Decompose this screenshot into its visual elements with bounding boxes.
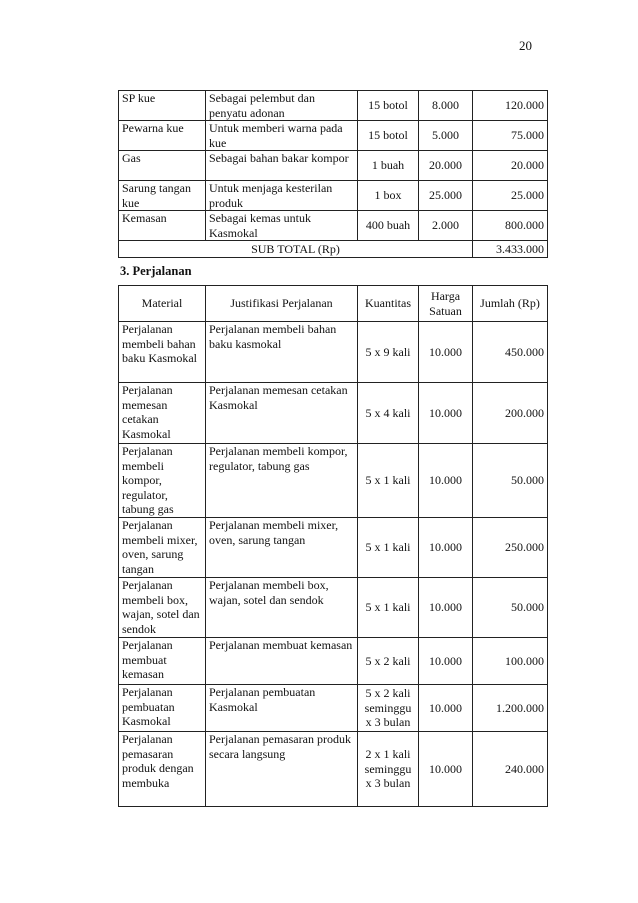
justifikasi-cell: Perjalanan pembuatan Kasmokal xyxy=(206,685,358,732)
kuantitas-cell: 5 x 2 kali xyxy=(358,638,419,685)
justifikasi-cell: Sebagai pelembut dan penyatu adonan xyxy=(206,91,358,121)
kuantitas-cell: 5 x 1 kali xyxy=(358,578,419,638)
justifikasi-cell: Untuk memberi warna pada kue xyxy=(206,121,358,151)
jumlah-cell: 100.000 xyxy=(473,638,548,685)
harga-cell: 10.000 xyxy=(419,322,473,383)
justifikasi-cell: Untuk menjaga kesterilan produk xyxy=(206,181,358,211)
harga-cell: 5.000 xyxy=(419,121,473,151)
kuantitas-cell: 15 botol xyxy=(358,121,419,151)
header-row xyxy=(119,286,548,322)
harga-cell: 10.000 xyxy=(419,685,473,732)
bahan-table xyxy=(118,90,548,258)
harga-cell: 10.000 xyxy=(419,638,473,685)
material-cell: Perjalanan membeli kompor, regulator, tabung gas xyxy=(119,444,206,518)
jumlah-cell: 20.000 xyxy=(473,151,548,181)
jumlah-cell: 75.000 xyxy=(473,121,548,151)
jumlah-cell: 240.000 xyxy=(473,732,548,807)
section-heading: 3. Perjalanan xyxy=(120,264,192,278)
justifikasi-cell: Perjalanan pemasaran produk secara langsung xyxy=(206,732,358,807)
table-row xyxy=(119,578,548,638)
table-row xyxy=(119,181,548,211)
harga-cell: 8.000 xyxy=(419,91,473,121)
kuantitas-cell: 5 x 1 kali xyxy=(358,444,419,518)
material-cell: Perjalanan memesan cetakan Kasmokal xyxy=(119,383,206,444)
jumlah-cell: 200.000 xyxy=(473,383,548,444)
kuantitas-cell: 400 buah xyxy=(358,211,419,241)
header-harga: Harga Satuan xyxy=(419,286,473,322)
justifikasi-cell: Perjalanan membeli mixer, oven, sarung tangan xyxy=(206,518,358,578)
table-row xyxy=(119,121,548,151)
kuantitas-cell: 5 x 1 kali xyxy=(358,518,419,578)
justifikasi-cell: Perjalanan membeli box, wajan, sotel dan sendok xyxy=(206,578,358,638)
table-row xyxy=(119,685,548,732)
jumlah-cell: 50.000 xyxy=(473,578,548,638)
kuantitas-cell: 5 x 2 kali seminggu x 3 bulan xyxy=(358,685,419,732)
harga-cell: 10.000 xyxy=(419,444,473,518)
kuantitas-cell: 15 botol xyxy=(358,91,419,121)
material-cell: Perjalanan pemasaran produk dengan membuka xyxy=(119,732,206,807)
kuantitas-cell: 1 box xyxy=(358,181,419,211)
jumlah-cell: 450.000 xyxy=(473,322,548,383)
table-row xyxy=(119,732,548,807)
material-cell: Perjalanan membeli box, wajan, sotel dan sendok xyxy=(119,578,206,638)
kuantitas-cell: 5 x 9 kali xyxy=(358,322,419,383)
subtotal-row xyxy=(119,241,548,258)
justifikasi-cell: Perjalanan membeli kompor, regulator, tabung gas xyxy=(206,444,358,518)
harga-cell: 25.000 xyxy=(419,181,473,211)
material-cell: Perjalanan pembuatan Kasmokal xyxy=(119,685,206,732)
jumlah-cell: 50.000 xyxy=(473,444,548,518)
kuantitas-cell: 5 x 4 kali xyxy=(358,383,419,444)
table-row xyxy=(119,91,548,121)
justifikasi-cell: Perjalanan memesan cetakan Kasmokal xyxy=(206,383,358,444)
perjalanan-table xyxy=(118,285,548,807)
table-row xyxy=(119,638,548,685)
material-cell: Perjalanan membeli mixer, oven, sarung tangan xyxy=(119,518,206,578)
item-cell: SP kue xyxy=(119,91,206,121)
justifikasi-cell: Sebagai bahan bakar kompor xyxy=(206,151,358,181)
table-row xyxy=(119,322,548,383)
table-row xyxy=(119,211,548,241)
jumlah-cell: 800.000 xyxy=(473,211,548,241)
justifikasi-cell: Sebagai kemas untuk Kasmokal xyxy=(206,211,358,241)
jumlah-cell: 1.200.000 xyxy=(473,685,548,732)
header-material: Material xyxy=(119,286,206,322)
item-cell: Sarung tangan kue xyxy=(119,181,206,211)
jumlah-cell: 120.000 xyxy=(473,91,548,121)
harga-cell: 10.000 xyxy=(419,383,473,444)
table-row xyxy=(119,518,548,578)
harga-cell: 10.000 xyxy=(419,732,473,807)
harga-cell: 10.000 xyxy=(419,518,473,578)
header-jumlah: Jumlah (Rp) xyxy=(473,286,548,322)
header-kuantitas: Kuantitas xyxy=(358,286,419,322)
kuantitas-cell: 1 buah xyxy=(358,151,419,181)
item-cell: Gas xyxy=(119,151,206,181)
justifikasi-cell: Perjalanan membuat kemasan xyxy=(206,638,358,685)
justifikasi-cell: Perjalanan membeli bahan baku kasmokal xyxy=(206,322,358,383)
harga-cell: 20.000 xyxy=(419,151,473,181)
material-cell: Perjalanan membeli bahan baku Kasmokal xyxy=(119,322,206,383)
table-row xyxy=(119,151,548,181)
kuantitas-cell: 2 x 1 kali seminggu x 3 bulan xyxy=(358,732,419,807)
jumlah-cell: 25.000 xyxy=(473,181,548,211)
subtotal-label: SUB TOTAL (Rp) xyxy=(119,241,473,258)
subtotal-value: 3.433.000 xyxy=(473,241,548,258)
item-cell: Pewarna kue xyxy=(119,121,206,151)
header-justifikasi: Justifikasi Perjalanan xyxy=(206,286,358,322)
harga-cell: 2.000 xyxy=(419,211,473,241)
item-cell: Kemasan xyxy=(119,211,206,241)
table-row xyxy=(119,444,548,518)
jumlah-cell: 250.000 xyxy=(473,518,548,578)
harga-cell: 10.000 xyxy=(419,578,473,638)
page-number: 20 xyxy=(519,38,532,53)
material-cell: Perjalanan membuat kemasan xyxy=(119,638,206,685)
table-row xyxy=(119,383,548,444)
